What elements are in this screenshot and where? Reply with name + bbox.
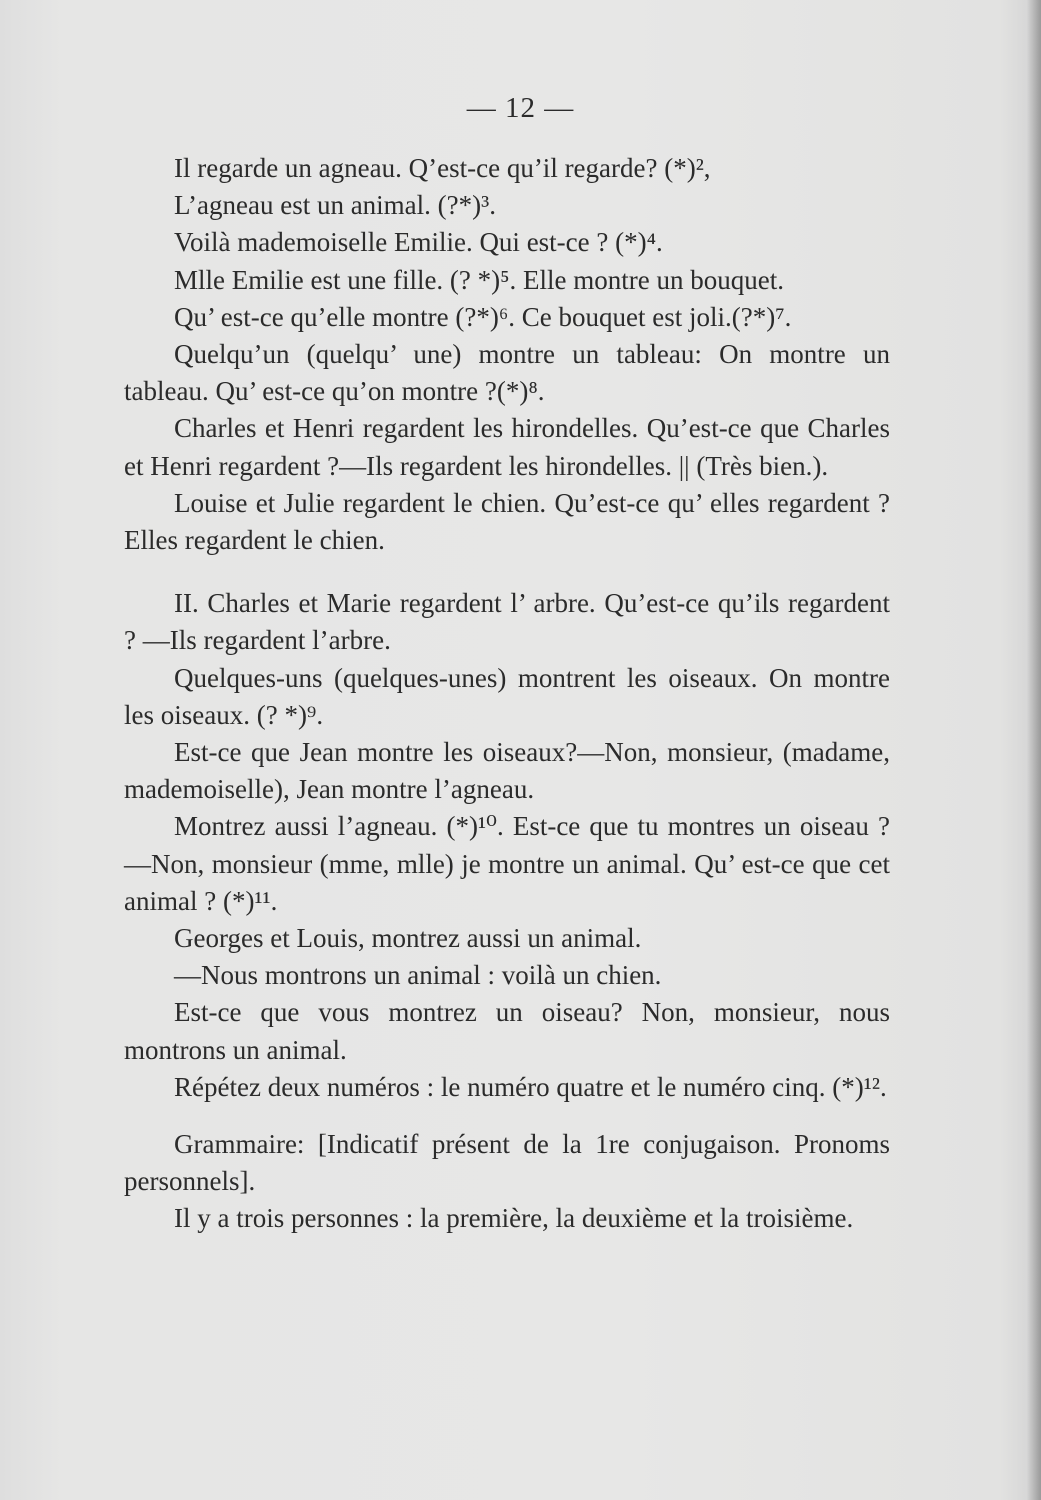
paragraph: Charles et Henri regardent les hirondelles. Qu’est-ce que Charles et Henri regardent ?—Ils regardent les hirondelles. || (Très bien.). <box>124 413 890 481</box>
paragraph: Est-ce que vous montrez un oiseau? Non, monsieur, nous montrons un animal. <box>124 997 890 1065</box>
paragraph: Voilà mademoiselle Emilie. Qui est-ce ? (*)⁴. <box>174 227 663 258</box>
paragraph: Georges et Louis, montrez aussi un animal. <box>174 923 642 954</box>
page-edge-shadow <box>1027 0 1041 1500</box>
paragraph: Montrez aussi l’agneau. (*)¹⁰. Est-ce que tu montres un oiseau ?—Non, monsieur (mme, mlle) je montre un animal. Qu’ est-ce que cet animal ? (*)¹¹. <box>124 811 890 916</box>
paragraph: Il y a trois personnes : la première, la deuxième et la troisième. <box>174 1203 854 1234</box>
paragraph: Est-ce que Jean montre les oiseaux?—Non, monsieur, (madame, mademoiselle), Jean montre l’agneau. <box>124 737 890 805</box>
paragraph: L’agneau est un animal. (?*)³. <box>174 190 496 221</box>
paragraph: II. Charles et Marie regardent l’ arbre. Qu’est-ce qu’ils regardent ? —Ils regardent l’arbre. <box>124 588 890 656</box>
grammar-heading: Grammaire: [Indicatif présent de la 1re conjugaison. Pronoms personnels]. <box>124 1129 890 1197</box>
paragraph: Répétez deux numéros : le numéro quatre et le numéro cinq. (*)¹². <box>174 1071 887 1102</box>
paragraph: Quelques-uns (quelques-unes) montrent les oiseaux. On montre les oiseaux. (? *)⁹. <box>124 662 890 730</box>
paragraph: Mlle Emilie est une fille. (? *)⁵. Elle montre un bouquet. <box>174 264 785 295</box>
paragraph: Il regarde un agneau. Q’est-ce qu’il regarde? (*)², <box>174 153 711 183</box>
paragraph: Quelqu’un (quelqu’ une) montre un tableau: On montre un tableau. Qu’ est-ce qu’on montre ?(*)⁸. <box>124 339 890 407</box>
paragraph: Qu’ est-ce qu’elle montre (?*)⁶. Ce bouquet est joli.(?*)⁷. <box>174 301 792 332</box>
paragraph: —Nous montrons un animal : voilà un chien. <box>174 960 662 991</box>
paragraph: Louise et Julie regardent le chien. Qu’est-ce qu’ elles regardent ? Elles regardent le chien. <box>124 487 890 556</box>
page-number: — 12 — <box>466 92 575 124</box>
body-text <box>124 150 890 1238</box>
